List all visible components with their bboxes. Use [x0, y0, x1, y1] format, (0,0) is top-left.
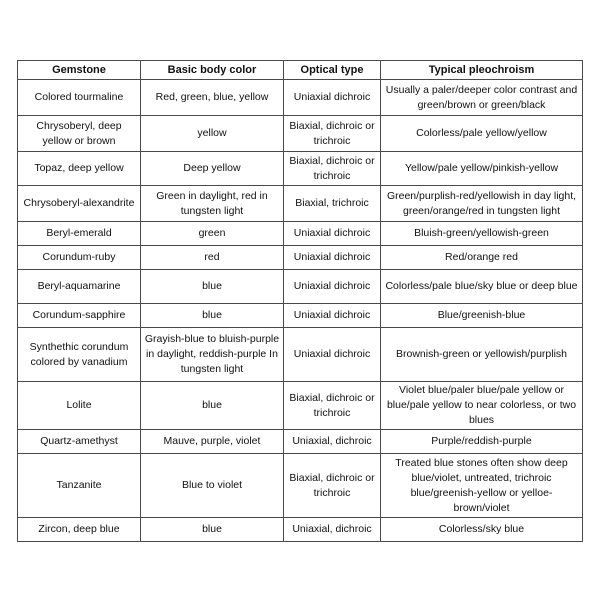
gemstone-name-cell: Chrysoberyl, deep yellow or brown: [18, 116, 141, 152]
gemstone-name-cell: Corundum-sapphire: [18, 304, 141, 328]
optical-type-cell: Uniaxial dichroic: [284, 270, 381, 304]
basic-body-color-cell: Blue to violet: [141, 454, 284, 518]
basic-body-color-cell: Mauve, purple, violet: [141, 430, 284, 454]
typical-pleochroism-cell: Purple/reddish-purple: [381, 430, 583, 454]
optical-type-cell: Uniaxial dichroic: [284, 328, 381, 382]
typical-pleochroism-cell: Green/purplish-red/yellowish in day light, green/orange/red in tungsten light: [381, 186, 583, 222]
basic-body-color-cell: Deep yellow: [141, 152, 284, 186]
typical-pleochroism-cell: Bluish-green/yellowish-green: [381, 222, 583, 246]
optical-type-cell: Biaxial, dichroic or trichroic: [284, 152, 381, 186]
table-row: [18, 518, 583, 542]
optical-type-cell: Uniaxial dichroic: [284, 246, 381, 270]
basic-body-color-cell: blue: [141, 518, 284, 542]
typical-pleochroism-cell: Blue/greenish-blue: [381, 304, 583, 328]
table-row: [18, 328, 583, 382]
typical-pleochroism-cell: Yellow/pale yellow/pinkish-yellow: [381, 152, 583, 186]
typical-pleochroism-cell: Treated blue stones often show deep blue/violet, untreated, trichroic blue/greenish-yellow or yelloe-brown/violet: [381, 454, 583, 518]
gemstone-name-cell: Lolite: [18, 382, 141, 430]
gemstone-name-cell: Synthethic corundum colored by vanadium: [18, 328, 141, 382]
table-row: [18, 116, 583, 152]
basic-body-color-cell: green: [141, 222, 284, 246]
typical-pleochroism-cell: Brownish-green or yellowish/purplish: [381, 328, 583, 382]
table-row: [18, 454, 583, 518]
gemstone-name-cell: Colored tourmaline: [18, 80, 141, 116]
table-row: [18, 80, 583, 116]
optical-type-cell: Biaxial, dichroic or trichroic: [284, 116, 381, 152]
table-row: [18, 246, 583, 270]
basic-body-color-cell: blue: [141, 270, 284, 304]
basic-body-color-cell: blue: [141, 382, 284, 430]
optical-type-cell: Uniaxial, dichroic: [284, 430, 381, 454]
table-row: [18, 222, 583, 246]
header-gemstone: Gemstone: [18, 61, 141, 80]
basic-body-color-cell: blue: [141, 304, 284, 328]
table-row: [18, 270, 583, 304]
typical-pleochroism-cell: Colorless/sky blue: [381, 518, 583, 542]
gemstone-table-container: [17, 60, 582, 542]
gemstone-name-cell: Chrysoberyl-alexandrite: [18, 186, 141, 222]
table-row: [18, 382, 583, 430]
basic-body-color-cell: red: [141, 246, 284, 270]
gemstone-pleochroism-table: [17, 60, 583, 542]
optical-type-cell: Uniaxial dichroic: [284, 80, 381, 116]
optical-type-cell: Uniaxial, dichroic: [284, 518, 381, 542]
optical-type-cell: Uniaxial dichroic: [284, 222, 381, 246]
optical-type-cell: Uniaxial dichroic: [284, 304, 381, 328]
table-row: [18, 304, 583, 328]
optical-type-cell: Biaxial, dichroic or trichroic: [284, 382, 381, 430]
typical-pleochroism-cell: Colorless/pale yellow/yellow: [381, 116, 583, 152]
basic-body-color-cell: Green in daylight, red in tungsten light: [141, 186, 284, 222]
gemstone-name-cell: Quartz-amethyst: [18, 430, 141, 454]
header-typical-pleochroism: Typical pleochroism: [381, 61, 583, 80]
typical-pleochroism-cell: Usually a paler/deeper color contrast and green/brown or green/black: [381, 80, 583, 116]
optical-type-cell: Biaxial, trichroic: [284, 186, 381, 222]
table-body: [18, 80, 583, 542]
header-basic-body-color: Basic body color: [141, 61, 284, 80]
table-row: [18, 152, 583, 186]
table-row: [18, 186, 583, 222]
header-optical-type: Optical type: [284, 61, 381, 80]
gemstone-name-cell: Beryl-emerald: [18, 222, 141, 246]
table-row: [18, 430, 583, 454]
basic-body-color-cell: Grayish-blue to bluish-purple in daylight, reddish-purple In tungsten light: [141, 328, 284, 382]
table-header-row: [18, 61, 583, 80]
gemstone-name-cell: Tanzanite: [18, 454, 141, 518]
typical-pleochroism-cell: Violet blue/paler blue/pale yellow or blue/pale yellow to near colorless, or two blues: [381, 382, 583, 430]
gemstone-name-cell: Topaz, deep yellow: [18, 152, 141, 186]
typical-pleochroism-cell: Colorless/pale blue/sky blue or deep blue: [381, 270, 583, 304]
typical-pleochroism-cell: Red/orange red: [381, 246, 583, 270]
basic-body-color-cell: yellow: [141, 116, 284, 152]
gemstone-name-cell: Corundum-ruby: [18, 246, 141, 270]
gemstone-name-cell: Zircon, deep blue: [18, 518, 141, 542]
gemstone-name-cell: Beryl-aquamarine: [18, 270, 141, 304]
optical-type-cell: Biaxial, dichroic or trichroic: [284, 454, 381, 518]
basic-body-color-cell: Red, green, blue, yellow: [141, 80, 284, 116]
